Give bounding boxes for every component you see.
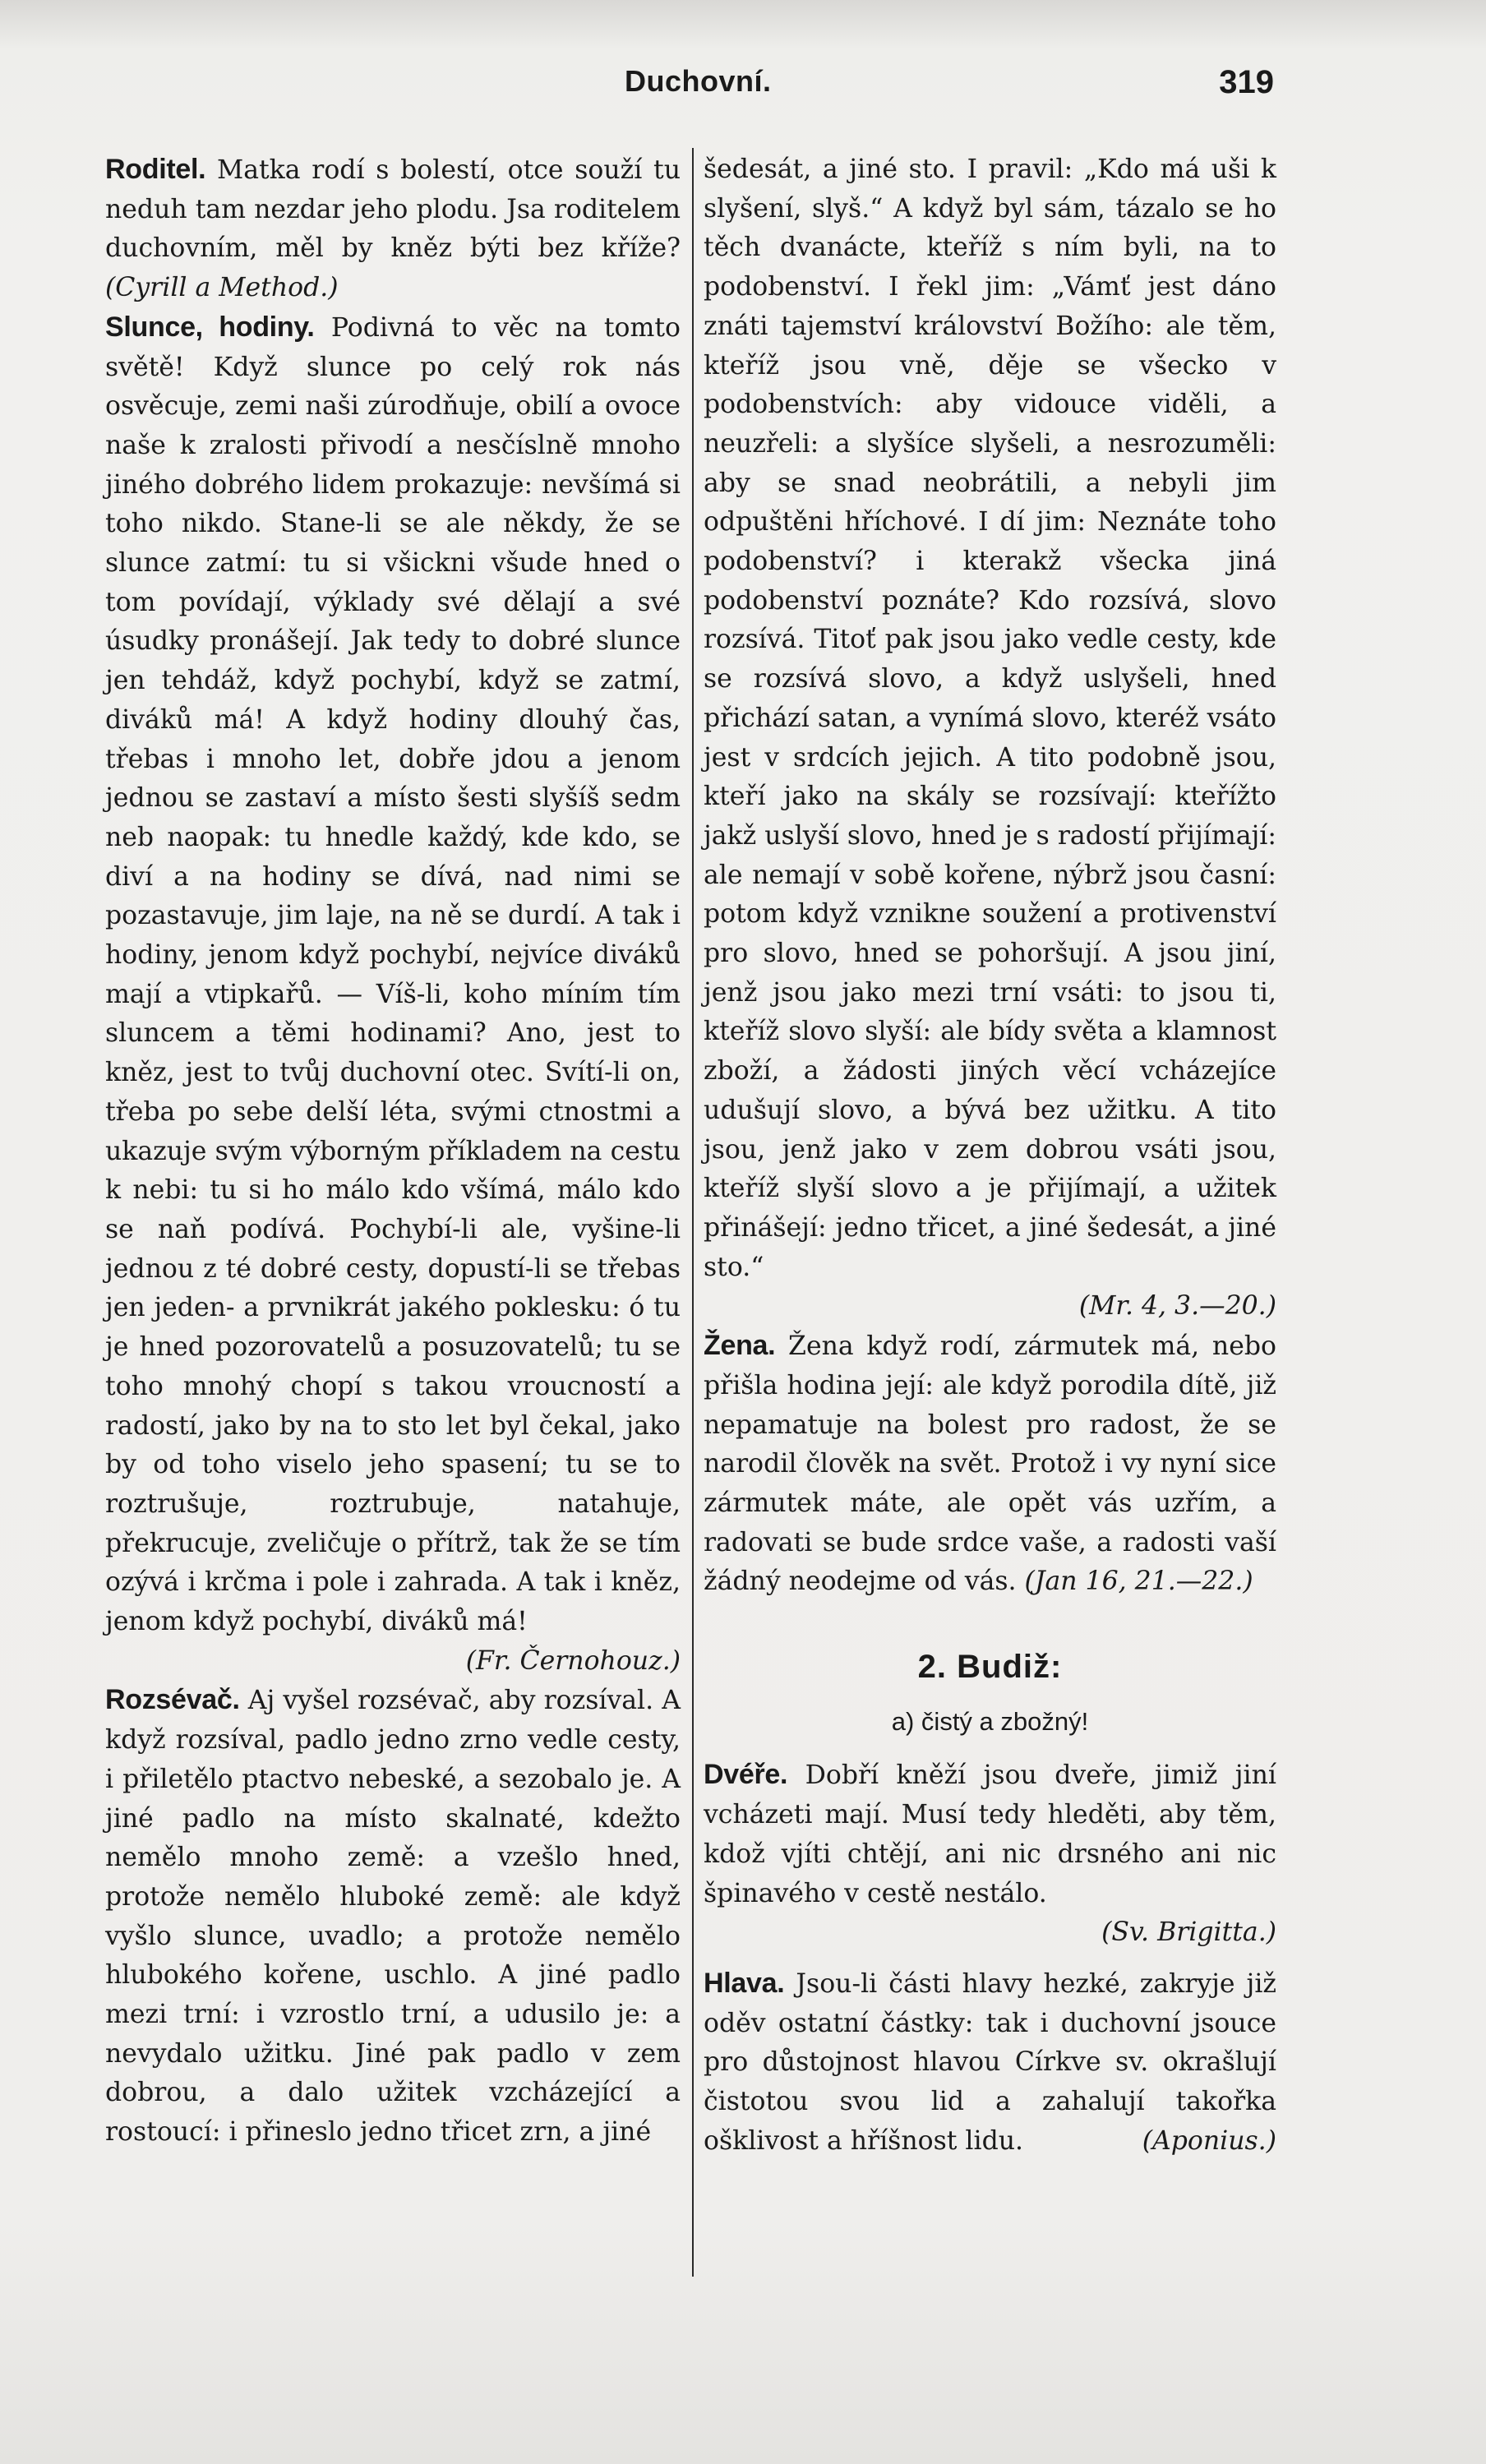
entry-heading: Žena. [704, 1330, 776, 1362]
entry-text: Dobří kněží jsou dveře, jimiž jiní vcházeti mají. Musí tedy hleděti, aby těm, kdož vjíti chtějí, ani nic drsného ani nic špinavého v cestě nestálo. [704, 1760, 1276, 1908]
column-divider [692, 148, 694, 2277]
entry-text: Podivná to věc na tomto světě! Když slunce po celý rok nás osvěcuje, zemi naši zúrodňuje, obilí a ovoce naše k zralosti přivodí a nesčíslně mnoho jiného dobrého lidem prokazuje: nevšímá si toho nikdo. Stane-li se ale někdy, že se slunce zatmí: tu si všickni všude hned o tom povídají, výklady své dělají a své úsudky pronášejí. Jak tedy to dobré slunce jen tehdáž, když pochybí, když se zatmí, diváků má! A když hodiny dlouhý čas, třebas i mnoho let, dobře jdou a jenom jednou se zastaví a místo šesti slyšíš sedm neb naopak: tu hnedle každý, kde kdo, se diví a na hodiny se dívá, nad nimi se pozastavuje, jim laje, na ně se durdí. A tak i hodiny, jenom když pochybí, nejvíce diváků mají a vtipkařů. — Víš-li, koho míním tím sluncem a těmi hodinami? Ano, jest to kněz, jest to tvůj duchovní otec. Svítí-li on, třeba po sebe delší léta, svými ctnostmi a ukazuje svým výborným příkladem na cestu k nebi: tu si ho málo kdo všímá, málo kdo se naň podívá. Pochybí-li ale, vyšine-li jednou z té dobré cesty, dopustí-li se třebas jen jeden- a prvnikrát jakého poklesku: ó tu je hned pozorovatelů a posuzovatelů; tu se toho mnohý chopí s takou vroucností a radostí, jako by na to sto let byl čekal, jako by od toho viselo jeho spasení; tu se to roztrušuje, roztrubuje, natahuje, překrucuje, zveličuje o přítrž, tak že se tím ozývá i krčma i pole i zahrada. A tak i kněz, jenom když pochybí, diváků má! [105, 312, 681, 1637]
entry-citation: (Fr. Černohouz.) [465, 1645, 681, 1676]
section-title: 2. Budiž: [917, 1649, 1063, 1686]
entry-roditel [105, 150, 681, 308]
spacer [704, 1953, 1276, 1964]
entry-heading: Rozsévač. [105, 1684, 240, 1716]
left-column [105, 150, 681, 2270]
entry-heading: Hlava. [704, 1967, 785, 1999]
entry-citation: (Aponius.) [1142, 2125, 1276, 2156]
entry-rozsevac [105, 1681, 681, 2152]
entry-heading: Slunce, hodiny. [105, 311, 315, 343]
entry-hlava [704, 1964, 1276, 2162]
running-head: Duchovní. [625, 64, 772, 98]
entry-citation: (Jan 16, 21.—22.) [1024, 1567, 1253, 1597]
entry-heading: Roditel. [105, 154, 206, 185]
entry-text: Aj vyšel rozsévač, aby rozsíval. A když rozsíval, padlo jedno zrno vedle cesty, i přiletělo ptactvo nebeské, a sezobalo je. A jiné padlo na místo skalnaté, kdežto nemělo mnoho země: a vzešlo hned, protože nemělo hluboké země: ale když vyšlo slunce, uvadlo; a protože nemělo hlubokého kořene, uschlo. A jiné padlo mezi trní: i vzrostlo trní, a udusilo je: a nevydalo užitku. Jiné pak padlo v zem dobrou, a dalo užitek vzcházející a rostoucí: i přineslo jedno třicet zrn, a jiné [105, 1686, 681, 2148]
page-number: 319 [1219, 64, 1274, 100]
subsection-title: a) čistý a zbožný! [891, 1706, 1089, 1736]
entry-citation: (Cyrill a Method.) [105, 273, 339, 303]
entry-text: Matka rodí s bolestí, otce souží tu neduh tam nezdar jeho plodu. Jsa roditelem duchovním, měl by kněz býti bez kříže? [105, 155, 681, 264]
entry-citation: (Sv. Brigitta.) [1101, 1917, 1276, 1948]
entry-slunce-hodiny [105, 308, 681, 1642]
entry-zena [704, 1327, 1276, 1602]
entry-text: Žena když rodí, zármutek má, nebo přišla hodina její: ale když porodila dítě, již nepamatuje na bolest pro radost, že se narodil člověk na svět. Protož i vy nyní sice zármutek máte, ale opět vás uzřím, a radovati se bude srdce vaše, a radosti vaší žádný neodejme od vás. [704, 1331, 1276, 1597]
entry-dvere [704, 1756, 1276, 1913]
right-column [704, 150, 1276, 2270]
entry-heading: Dvéře. [704, 1759, 788, 1791]
entry-citation: (Mr. 4, 3.—20.) [1078, 1291, 1276, 1322]
entry-text: Jsou-li části hlavy hezké, zakryje již oděv ostatní částky: tak i duchovní jsouce pro důstojnost hlavou Církve sv. okrašlují čistotou svou lid a zahalují takořka ošklivost a hříšnost lidu. [704, 1968, 1276, 2156]
entry-rozsevac-continued: šedesát, a jiné sto. I pravil: „Kdo má uši k slyšení, slyš.“ A když byl sám, tázalo se ho těch dvanácte, kteříž s ním byli, na to podobenství. I řekl jim: „Vámť jest dáno znáti tajemství království Božího: ale těm, kteříž jsou vně, děje se všecko v podobenstvích: aby vidouce viděli, a neuzřeli: a slyšíce slyšeli, a nesrozuměli: aby se snad neobrátili, a nebyli jim odpuštěni hříchové. I dí jim: Neznáte toho podobenství? i kterakž všecka jiná podobenství poznáte? Kdo rozsívá, slovo rozsívá. Titoť pak jsou jako vedle cesty, kde se rozsívá slovo, a když uslyšeli, hned přichází satan, a vynímá slovo, kteréž vsáto jest v srdcích jejich. A tito podobně jsou, kteří jako na skály se rozsívají: kteřížto jakž uslyší slovo, hned je s radostí přijímají: ale nemají v sobě kořene, nýbrž jsou časní: potom když vznikne soužení a protivenství pro slovo, hned se pohoršují. A jsou jiní, jenž jsou jako mezi trní vsáti: to jsou ti, kteříž slovo slyší: ale bídy světa a klamnost zboží, a žádosti jiných věcí vcházejíce udušují slovo, a bývá bez užitku. A tito jsou, jenž jako v zem dobrou vsáti jsou, kteříž slyší slovo a je přijímají, a užitek přinášejí: jedno třicet, a jiné šedesát, a jiné sto.“ [704, 155, 1276, 1282]
